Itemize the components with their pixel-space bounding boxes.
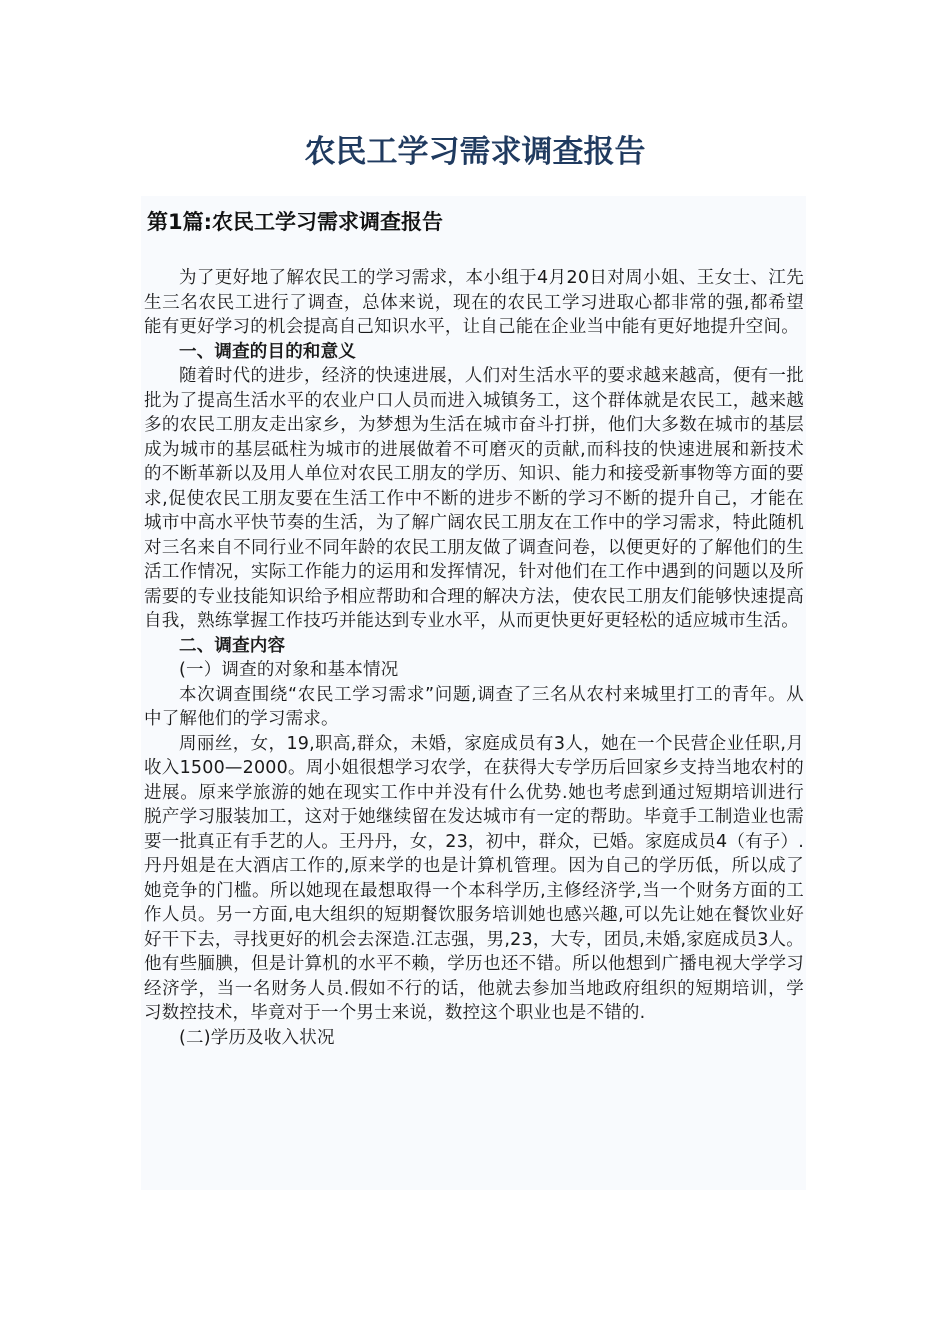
article-body xyxy=(144,266,804,1050)
subheading-subjects: (一）调查的对象和基本情况 xyxy=(179,660,399,680)
section-heading: 第1篇:农民工学习需求调查报告 xyxy=(147,210,444,234)
paragraph-respondents: 周丽丝，女，19,职高,群众，未婚，家庭成员有3人，她在一个民营企业任职,月收入1500—2000。周小姐很想学习农学，在获得大专学历后回家乡支持当地农村的进展。原来学旅游的她在现实工作中并没有什么优势.她也考虑到通过短期培训进行脱产学习服装加工，这对于她继续留在发达城市有一定的帮助。毕竟手工制造业也需要一批真正有手艺的人。王丹丹，女，23，初中，群众，已婚。家庭成员4（有子）.丹丹姐是在大酒店工作的,原来学的也是计算机管理。因为自己的学历低，所以成了她竞争的门槛。所以她现在最想取得一个本科学历,主修经济学,当一个财务方面的工作人员。另一方面,电大组织的短期餐饮服务培训她也感兴趣,可以先让她在餐饮业好好干下去，寻找更好的机会去深造.江志强，男,23，大专，团员,未婚,家庭成员3人。他有些腼腆，但是计算机的水平不赖，学历也还不错。所以他想到广播电视大学学习经济学，当一名财务人员.假如不行的话，他就去参加当地政府组织的短期培训，学习数控技术，毕竟对于一个男士来说，数控这个职业也是不错的. xyxy=(144,733,804,1023)
paragraph-intro: 为了更好地了解农民工的学习需求，本小组于4月20日对周小姐、王女士、江先生三名农民工进行了调查，总体来说，现在的农民工学习进取心都非常的强,都希望能有更好学习的机会提高自己知识水平，让自己能在企业当中能有更好地提升空间。 xyxy=(144,268,804,337)
document-title: 农民工学习需求调查报告 xyxy=(304,134,646,170)
subheading-content: 二、调查内容 xyxy=(179,635,286,656)
subheading-purpose: 一、调查的目的和意义 xyxy=(179,341,356,362)
paragraph-purpose: 随着时代的进步，经济的快速进展，人们对生活水平的要求越来越高，便有一批批为了提高生活水平的农业户口人员而进入城镇务工，这个群体就是农民工，越来越多的农民工朋友走出家乡，为梦想为生活在城市奋斗打拼，他们大多数在城市的基层成为城市的基层砥柱为城市的进展做着不可磨灭的贡献,而科技的快速进展和新技术的不断革新以及用人单位对农民工朋友的学历、知识、能力和接受新事物等方面的要求,促使农民工朋友要在生活工作中不断的进步不断的学习不断的提升自己，才能在城市中高水平快节奏的生活，为了解广阔农民工朋友在工作中的学习需求，特此随机对三名来自不同行业不同年龄的农民工朋友做了调查问卷，以便更好的了解他们的生活工作情况，实际工作能力的运用和发挥情况，针对他们在工作中遇到的问题以及所需要的专业技能知识给予相应帮助和合理的解决方法，使农民工朋友们能够快速提高自我，熟练掌握工作技巧并能达到专业水平，从而更快更好更轻松的适应城市生活。 xyxy=(144,366,804,631)
subheading-education-income: (二)学历及收入状况 xyxy=(179,1027,335,1048)
paragraph-scope: 本次调查围绕“农民工学习需求”问题,调查了三名从农村来城里打工的青年。从中了解他们的学习需求。 xyxy=(144,684,804,729)
